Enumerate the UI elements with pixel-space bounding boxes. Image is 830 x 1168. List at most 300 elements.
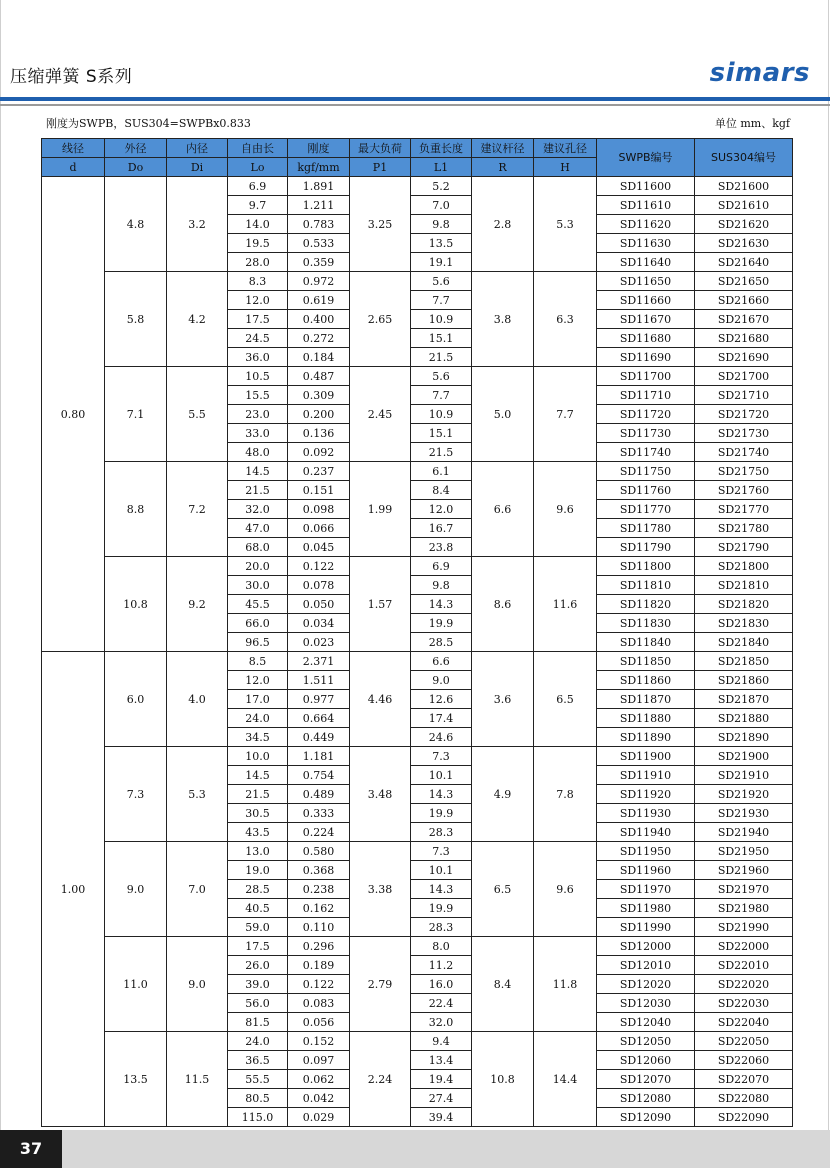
loaded-length-cell: 19.9 [411, 899, 472, 918]
sus304-code-cell: SD21960 [695, 861, 793, 880]
swpb-code-cell: SD11700 [597, 367, 695, 386]
footer-bar [0, 1130, 830, 1168]
stiffness-cell: 0.110 [288, 918, 350, 937]
inner-diameter-cell: 4.0 [167, 652, 228, 747]
col-header: 外径 [105, 139, 167, 158]
stiffness-cell: 1.511 [288, 671, 350, 690]
free-length-cell: 39.0 [228, 975, 288, 994]
max-load-cell: 2.79 [350, 937, 411, 1032]
sus304-code-cell: SD21610 [695, 196, 793, 215]
loaded-length-cell: 9.0 [411, 671, 472, 690]
stiffness-cell: 0.122 [288, 557, 350, 576]
hole-diameter-cell: 9.6 [534, 462, 597, 557]
swpb-code-cell: SD11650 [597, 272, 695, 291]
loaded-length-cell: 19.9 [411, 804, 472, 823]
free-length-cell: 21.5 [228, 481, 288, 500]
loaded-length-cell: 28.3 [411, 918, 472, 937]
loaded-length-cell: 19.4 [411, 1070, 472, 1089]
swpb-code-cell: SD11850 [597, 652, 695, 671]
sus304-code-cell: SD21670 [695, 310, 793, 329]
outer-diameter-cell: 7.3 [105, 747, 167, 842]
max-load-cell: 1.99 [350, 462, 411, 557]
outer-diameter-cell: 4.8 [105, 177, 167, 272]
stiffness-cell: 0.136 [288, 424, 350, 443]
sus304-code-cell: SD22030 [695, 994, 793, 1013]
rod-diameter-cell: 3.6 [472, 652, 534, 747]
loaded-length-cell: 7.7 [411, 386, 472, 405]
sus304-code-cell: SD21950 [695, 842, 793, 861]
swpb-code-cell: SD12040 [597, 1013, 695, 1032]
swpb-code-cell: SD11620 [597, 215, 695, 234]
stiffness-cell: 0.977 [288, 690, 350, 709]
sus304-code-cell: SD21650 [695, 272, 793, 291]
rod-diameter-cell: 2.8 [472, 177, 534, 272]
col-symbol: R [472, 158, 534, 177]
loaded-length-cell: 7.7 [411, 291, 472, 310]
sus304-code-cell: SD21820 [695, 595, 793, 614]
stiffness-cell: 0.489 [288, 785, 350, 804]
swpb-code-cell: SD11860 [597, 671, 695, 690]
free-length-cell: 17.5 [228, 937, 288, 956]
free-length-cell: 10.5 [228, 367, 288, 386]
swpb-code-cell: SD11640 [597, 253, 695, 272]
col-header: 最大负荷 [350, 139, 411, 158]
sus304-code-cell: SD22050 [695, 1032, 793, 1051]
free-length-cell: 19.0 [228, 861, 288, 880]
loaded-length-cell: 28.5 [411, 633, 472, 652]
loaded-length-cell: 5.6 [411, 367, 472, 386]
free-length-cell: 12.0 [228, 671, 288, 690]
max-load-cell: 2.65 [350, 272, 411, 367]
swpb-code-cell: SD11900 [597, 747, 695, 766]
loaded-length-cell: 23.8 [411, 538, 472, 557]
sus304-code-cell: SD21870 [695, 690, 793, 709]
free-length-cell: 14.0 [228, 215, 288, 234]
stiffness-cell: 0.189 [288, 956, 350, 975]
inner-diameter-cell: 7.2 [167, 462, 228, 557]
stiffness-cell: 0.050 [288, 595, 350, 614]
sus304-code-cell: SD21840 [695, 633, 793, 652]
loaded-length-cell: 27.4 [411, 1089, 472, 1108]
loaded-length-cell: 5.2 [411, 177, 472, 196]
rod-diameter-cell: 8.4 [472, 937, 534, 1032]
stiffness-cell: 0.200 [288, 405, 350, 424]
loaded-length-cell: 39.4 [411, 1108, 472, 1127]
stiffness-cell: 0.400 [288, 310, 350, 329]
loaded-length-cell: 10.9 [411, 310, 472, 329]
swpb-code-cell: SD11940 [597, 823, 695, 842]
brand-logo: simars [709, 58, 810, 88]
stiffness-cell: 0.449 [288, 728, 350, 747]
inner-diameter-cell: 5.5 [167, 367, 228, 462]
swpb-code-cell: SD11600 [597, 177, 695, 196]
sus304-code-cell: SD21680 [695, 329, 793, 348]
swpb-code-cell: SD11950 [597, 842, 695, 861]
table-row [42, 367, 793, 386]
inner-diameter-cell: 9.2 [167, 557, 228, 652]
sus304-code-cell: SD21620 [695, 215, 793, 234]
outer-diameter-cell: 7.1 [105, 367, 167, 462]
sus304-code-cell: SD21890 [695, 728, 793, 747]
stiffness-cell: 0.184 [288, 348, 350, 367]
max-load-cell: 3.48 [350, 747, 411, 842]
free-length-cell: 59.0 [228, 918, 288, 937]
col-header: 刚度 [288, 139, 350, 158]
inner-diameter-cell: 3.2 [167, 177, 228, 272]
free-length-cell: 36.0 [228, 348, 288, 367]
free-length-cell: 20.0 [228, 557, 288, 576]
wire-diameter-cell: 1.00 [42, 652, 105, 1127]
table-row [42, 937, 793, 956]
sus304-code-cell: SD21810 [695, 576, 793, 595]
free-length-cell: 43.5 [228, 823, 288, 842]
sus304-code-cell: SD21720 [695, 405, 793, 424]
sus304-code-cell: SD21730 [695, 424, 793, 443]
free-length-cell: 55.5 [228, 1070, 288, 1089]
swpb-code-cell: SD12060 [597, 1051, 695, 1070]
stiffness-cell: 0.487 [288, 367, 350, 386]
free-length-cell: 45.5 [228, 595, 288, 614]
outer-diameter-cell: 6.0 [105, 652, 167, 747]
loaded-length-cell: 14.3 [411, 595, 472, 614]
free-length-cell: 12.0 [228, 291, 288, 310]
sus304-code-cell: SD21780 [695, 519, 793, 538]
sus304-code-cell: SD22060 [695, 1051, 793, 1070]
loaded-length-cell: 16.0 [411, 975, 472, 994]
col-header: 自由长 [228, 139, 288, 158]
free-length-cell: 56.0 [228, 994, 288, 1013]
free-length-cell: 66.0 [228, 614, 288, 633]
outer-diameter-cell: 5.8 [105, 272, 167, 367]
rod-diameter-cell: 5.0 [472, 367, 534, 462]
swpb-code-cell: SD11930 [597, 804, 695, 823]
free-length-cell: 81.5 [228, 1013, 288, 1032]
header-rule-gray [0, 104, 830, 106]
swpb-code-cell: SD12080 [597, 1089, 695, 1108]
loaded-length-cell: 21.5 [411, 443, 472, 462]
loaded-length-cell: 24.6 [411, 728, 472, 747]
rod-diameter-cell: 6.6 [472, 462, 534, 557]
rod-diameter-cell: 3.8 [472, 272, 534, 367]
loaded-length-cell: 10.9 [411, 405, 472, 424]
loaded-length-cell: 9.8 [411, 576, 472, 595]
loaded-length-cell: 22.4 [411, 994, 472, 1013]
loaded-length-cell: 19.1 [411, 253, 472, 272]
swpb-code-cell: SD12090 [597, 1108, 695, 1127]
stiffness-cell: 0.664 [288, 709, 350, 728]
loaded-length-cell: 9.8 [411, 215, 472, 234]
swpb-code-cell: SD11870 [597, 690, 695, 709]
loaded-length-cell: 13.4 [411, 1051, 472, 1070]
sus304-code-cell: SD21710 [695, 386, 793, 405]
stiffness-cell: 0.237 [288, 462, 350, 481]
loaded-length-cell: 7.0 [411, 196, 472, 215]
swpb-code-cell: SD11720 [597, 405, 695, 424]
free-length-cell: 33.0 [228, 424, 288, 443]
stiffness-cell: 0.533 [288, 234, 350, 253]
swpb-code-cell: SD11770 [597, 500, 695, 519]
sus304-code-cell: SD21770 [695, 500, 793, 519]
col-symbol: Do [105, 158, 167, 177]
inner-diameter-cell: 11.5 [167, 1032, 228, 1127]
sus304-code-cell: SD21690 [695, 348, 793, 367]
col-header: 内径 [167, 139, 228, 158]
loaded-length-cell: 28.3 [411, 823, 472, 842]
free-length-cell: 17.5 [228, 310, 288, 329]
free-length-cell: 115.0 [228, 1108, 288, 1127]
stiffness-cell: 2.371 [288, 652, 350, 671]
loaded-length-cell: 17.4 [411, 709, 472, 728]
free-length-cell: 34.5 [228, 728, 288, 747]
stiffness-cell: 0.359 [288, 253, 350, 272]
stiffness-cell: 0.619 [288, 291, 350, 310]
sus304-code-cell: SD21850 [695, 652, 793, 671]
stiffness-cell: 0.238 [288, 880, 350, 899]
col-symbol: H [534, 158, 597, 177]
stiffness-cell: 0.754 [288, 766, 350, 785]
sus304-code-cell: SD21660 [695, 291, 793, 310]
free-length-cell: 24.0 [228, 709, 288, 728]
free-length-cell: 14.5 [228, 766, 288, 785]
loaded-length-cell: 8.4 [411, 481, 472, 500]
inner-diameter-cell: 9.0 [167, 937, 228, 1032]
loaded-length-cell: 16.7 [411, 519, 472, 538]
col-symbol: Lo [228, 158, 288, 177]
sus304-code-cell: SD22070 [695, 1070, 793, 1089]
swpb-code-cell: SD12070 [597, 1070, 695, 1089]
free-length-cell: 36.5 [228, 1051, 288, 1070]
col-symbol: Di [167, 158, 228, 177]
loaded-length-cell: 12.0 [411, 500, 472, 519]
max-load-cell: 3.25 [350, 177, 411, 272]
sus304-code-cell: SD21920 [695, 785, 793, 804]
free-length-cell: 96.5 [228, 633, 288, 652]
unit-note: 单位 mm、kgf [714, 117, 790, 130]
swpb-code-cell: SD11960 [597, 861, 695, 880]
col-symbol: kgf/mm [288, 158, 350, 177]
free-length-cell: 26.0 [228, 956, 288, 975]
free-length-cell: 23.0 [228, 405, 288, 424]
col-header: 负重长度 [411, 139, 472, 158]
loaded-length-cell: 12.6 [411, 690, 472, 709]
stiffness-cell: 0.023 [288, 633, 350, 652]
loaded-length-cell: 9.4 [411, 1032, 472, 1051]
swpb-code-cell: SD11680 [597, 329, 695, 348]
sus304-code-cell: SD21750 [695, 462, 793, 481]
table-body [42, 177, 793, 1127]
hole-diameter-cell: 7.7 [534, 367, 597, 462]
col-header: 建议孔径 [534, 139, 597, 158]
swpb-code-cell: SD11780 [597, 519, 695, 538]
free-length-cell: 48.0 [228, 443, 288, 462]
rod-diameter-cell: 6.5 [472, 842, 534, 937]
col-header: 建议杆径 [472, 139, 534, 158]
swpb-code-cell: SD12000 [597, 937, 695, 956]
sus304-code-cell: SD21640 [695, 253, 793, 272]
sus304-code-cell: SD21980 [695, 899, 793, 918]
stiffness-cell: 1.181 [288, 747, 350, 766]
free-length-cell: 30.0 [228, 576, 288, 595]
free-length-cell: 13.0 [228, 842, 288, 861]
swpb-code-cell: SD11810 [597, 576, 695, 595]
max-load-cell: 4.46 [350, 652, 411, 747]
table-header-row-cn [42, 139, 793, 158]
stiffness-cell: 0.097 [288, 1051, 350, 1070]
loaded-length-cell: 13.5 [411, 234, 472, 253]
swpb-code-cell: SD11740 [597, 443, 695, 462]
swpb-code-cell: SD11760 [597, 481, 695, 500]
stiffness-cell: 0.078 [288, 576, 350, 595]
sus304-code-cell: SD22010 [695, 956, 793, 975]
sus304-code-cell: SD21760 [695, 481, 793, 500]
outer-diameter-cell: 10.8 [105, 557, 167, 652]
free-length-cell: 28.0 [228, 253, 288, 272]
rod-diameter-cell: 10.8 [472, 1032, 534, 1127]
inner-diameter-cell: 7.0 [167, 842, 228, 937]
sus304-code-cell: SD22090 [695, 1108, 793, 1127]
max-load-cell: 2.24 [350, 1032, 411, 1127]
sus304-code-cell: SD21990 [695, 918, 793, 937]
sus304-code-cell: SD21970 [695, 880, 793, 899]
table-row [42, 842, 793, 861]
swpb-code-cell: SD11630 [597, 234, 695, 253]
hole-diameter-cell: 11.6 [534, 557, 597, 652]
inner-diameter-cell: 4.2 [167, 272, 228, 367]
swpb-code-cell: SD11910 [597, 766, 695, 785]
swpb-code-cell: SD12030 [597, 994, 695, 1013]
stiffness-cell: 0.272 [288, 329, 350, 348]
free-length-cell: 80.5 [228, 1089, 288, 1108]
col-header-swpb: SWPB编号 [597, 139, 695, 177]
stiffness-cell: 0.783 [288, 215, 350, 234]
swpb-code-cell: SD11840 [597, 633, 695, 652]
free-length-cell: 19.5 [228, 234, 288, 253]
table-row [42, 462, 793, 481]
free-length-cell: 47.0 [228, 519, 288, 538]
loaded-length-cell: 14.3 [411, 785, 472, 804]
loaded-length-cell: 7.3 [411, 842, 472, 861]
outer-diameter-cell: 8.8 [105, 462, 167, 557]
hole-diameter-cell: 6.5 [534, 652, 597, 747]
spring-spec-table [41, 138, 793, 1127]
swpb-code-cell: SD11690 [597, 348, 695, 367]
swpb-code-cell: SD11980 [597, 899, 695, 918]
sus304-code-cell: SD21630 [695, 234, 793, 253]
col-header-sus304: SUS304编号 [695, 139, 793, 177]
free-length-cell: 17.0 [228, 690, 288, 709]
stiffness-cell: 0.062 [288, 1070, 350, 1089]
stiffness-cell: 0.056 [288, 1013, 350, 1032]
stiffness-cell: 0.045 [288, 538, 350, 557]
free-length-cell: 15.5 [228, 386, 288, 405]
free-length-cell: 40.5 [228, 899, 288, 918]
swpb-code-cell: SD12020 [597, 975, 695, 994]
sus304-code-cell: SD21900 [695, 747, 793, 766]
loaded-length-cell: 21.5 [411, 348, 472, 367]
sus304-code-cell: SD21860 [695, 671, 793, 690]
sus304-code-cell: SD21600 [695, 177, 793, 196]
swpb-code-cell: SD11800 [597, 557, 695, 576]
outer-diameter-cell: 13.5 [105, 1032, 167, 1127]
max-load-cell: 3.38 [350, 842, 411, 937]
sus304-code-cell: SD21790 [695, 538, 793, 557]
sus304-code-cell: SD22000 [695, 937, 793, 956]
loaded-length-cell: 32.0 [411, 1013, 472, 1032]
hole-diameter-cell: 5.3 [534, 177, 597, 272]
sus304-code-cell: SD21700 [695, 367, 793, 386]
col-symbol: P1 [350, 158, 411, 177]
stiffness-cell: 0.066 [288, 519, 350, 538]
free-length-cell: 28.5 [228, 880, 288, 899]
swpb-code-cell: SD11880 [597, 709, 695, 728]
loaded-length-cell: 19.9 [411, 614, 472, 633]
stiffness-cell: 0.152 [288, 1032, 350, 1051]
stiffness-cell: 0.368 [288, 861, 350, 880]
free-length-cell: 68.0 [228, 538, 288, 557]
swpb-code-cell: SD11750 [597, 462, 695, 481]
stiffness-cell: 0.083 [288, 994, 350, 1013]
stiffness-cell: 0.034 [288, 614, 350, 633]
swpb-code-cell: SD11790 [597, 538, 695, 557]
table-row [42, 557, 793, 576]
free-length-cell: 32.0 [228, 500, 288, 519]
hole-diameter-cell: 11.8 [534, 937, 597, 1032]
hole-diameter-cell: 9.6 [534, 842, 597, 937]
swpb-code-cell: SD11890 [597, 728, 695, 747]
loaded-length-cell: 15.1 [411, 424, 472, 443]
loaded-length-cell: 10.1 [411, 766, 472, 785]
swpb-code-cell: SD12050 [597, 1032, 695, 1051]
table-row [42, 272, 793, 291]
col-header: 线径 [42, 139, 105, 158]
max-load-cell: 1.57 [350, 557, 411, 652]
swpb-code-cell: SD11610 [597, 196, 695, 215]
stiffness-cell: 0.333 [288, 804, 350, 823]
free-length-cell: 24.5 [228, 329, 288, 348]
loaded-length-cell: 6.6 [411, 652, 472, 671]
stiffness-cell: 0.122 [288, 975, 350, 994]
stiffness-note: 刚度为SWPB，SUS304=SWPBx0.833 [46, 117, 251, 130]
stiffness-cell: 0.098 [288, 500, 350, 519]
free-length-cell: 9.7 [228, 196, 288, 215]
stiffness-cell: 0.580 [288, 842, 350, 861]
swpb-code-cell: SD11990 [597, 918, 695, 937]
col-symbol: d [42, 158, 105, 177]
stiffness-cell: 1.211 [288, 196, 350, 215]
outer-diameter-cell: 9.0 [105, 842, 167, 937]
hole-diameter-cell: 7.8 [534, 747, 597, 842]
loaded-length-cell: 8.0 [411, 937, 472, 956]
sus304-code-cell: SD22040 [695, 1013, 793, 1032]
swpb-code-cell: SD11730 [597, 424, 695, 443]
max-load-cell: 2.45 [350, 367, 411, 462]
sus304-code-cell: SD21830 [695, 614, 793, 633]
sus304-code-cell: SD22020 [695, 975, 793, 994]
free-length-cell: 8.3 [228, 272, 288, 291]
table-row [42, 652, 793, 671]
stiffness-cell: 0.224 [288, 823, 350, 842]
stiffness-cell: 0.151 [288, 481, 350, 500]
sus304-code-cell: SD21940 [695, 823, 793, 842]
loaded-length-cell: 5.6 [411, 272, 472, 291]
free-length-cell: 10.0 [228, 747, 288, 766]
sus304-code-cell: SD21910 [695, 766, 793, 785]
rod-diameter-cell: 4.9 [472, 747, 534, 842]
col-symbol: L1 [411, 158, 472, 177]
stiffness-cell: 0.162 [288, 899, 350, 918]
stiffness-cell: 0.309 [288, 386, 350, 405]
swpb-code-cell: SD11670 [597, 310, 695, 329]
